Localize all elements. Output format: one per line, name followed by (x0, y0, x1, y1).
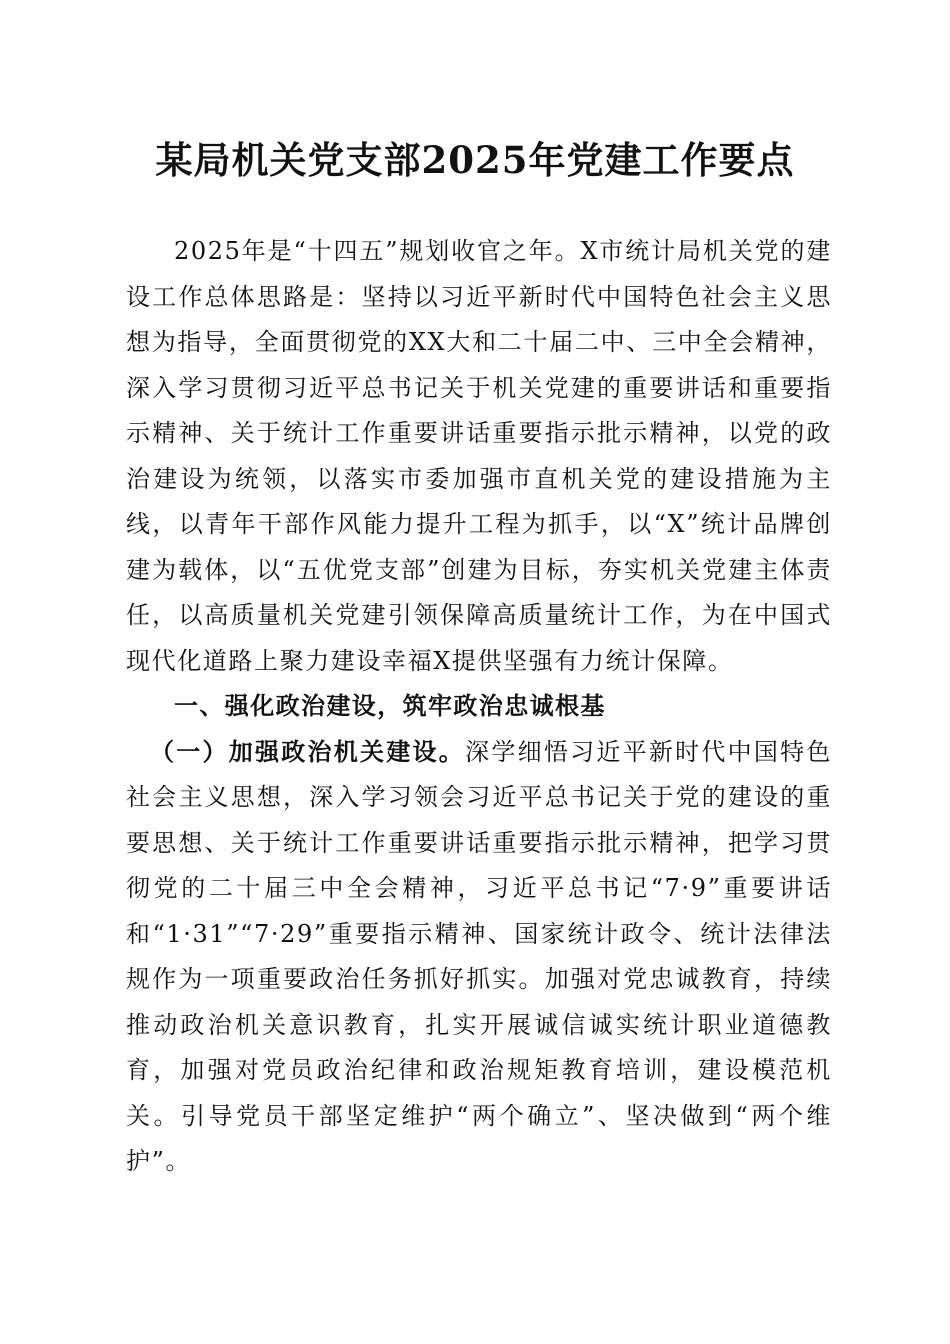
section-1-item-1-text: 深学细悟习近平新时代中国特色社会主义思想，深入学习领会习近平总书记关于党的建设的重要思想、关于统计工作重要讲话重要指示批示精神，把学习贯彻党的二十届三中全会精神，习近平总书记“7·9”重要讲话和“1·31”“7·29”重要指示精神、国家统计政令、统计法律法规作为一项重要政治任务抓好抓实。加强对党忠诚教育，持续推动政治机关意识教育，扎实开展诚信诚实统计职业道德教育，加强对党员政治纪律和政治规矩教育培训，建设模范机关。引导党员干部坚定维护“两个确立”、坚决做到“两个维护”。 (126, 737, 833, 1175)
section-1-item-1-paragraph (126, 730, 832, 1185)
document-body (126, 229, 832, 1185)
document-title: 某局机关党支部2025年党建工作要点 (155, 138, 795, 182)
section-1-item-1-label: （一）加强政治机关建设。 (150, 737, 466, 766)
section-1-heading: 一、强化政治建设，筑牢政治忠诚根基 (174, 692, 606, 720)
intro-paragraph: 2025年是“十四五”规划收官之年。X市统计局机关党的建设工作总体思路是：坚持以习近平新时代中国特色社会主义思想为指导，全面贯彻党的XX大和二十届二中、三中全会精神，深入学习贯彻习近平总书记关于机关党建的重要讲话和重要指示精神、关于统计工作重要讲话重要指示批示精神，以党的政治建设为统领，以落实市委加强市直机关党的建设措施为主线，以青年干部作风能力提升工程为抓手，以“X”统计品牌创建为载体，以“五优党支部”创建为目标，夯实机关党建主体责任，以高质量机关党建引领保障高质量统计工作，为在中国式现代化道路上聚力建设幸福X提供坚强有力统计保障。 (126, 237, 832, 675)
